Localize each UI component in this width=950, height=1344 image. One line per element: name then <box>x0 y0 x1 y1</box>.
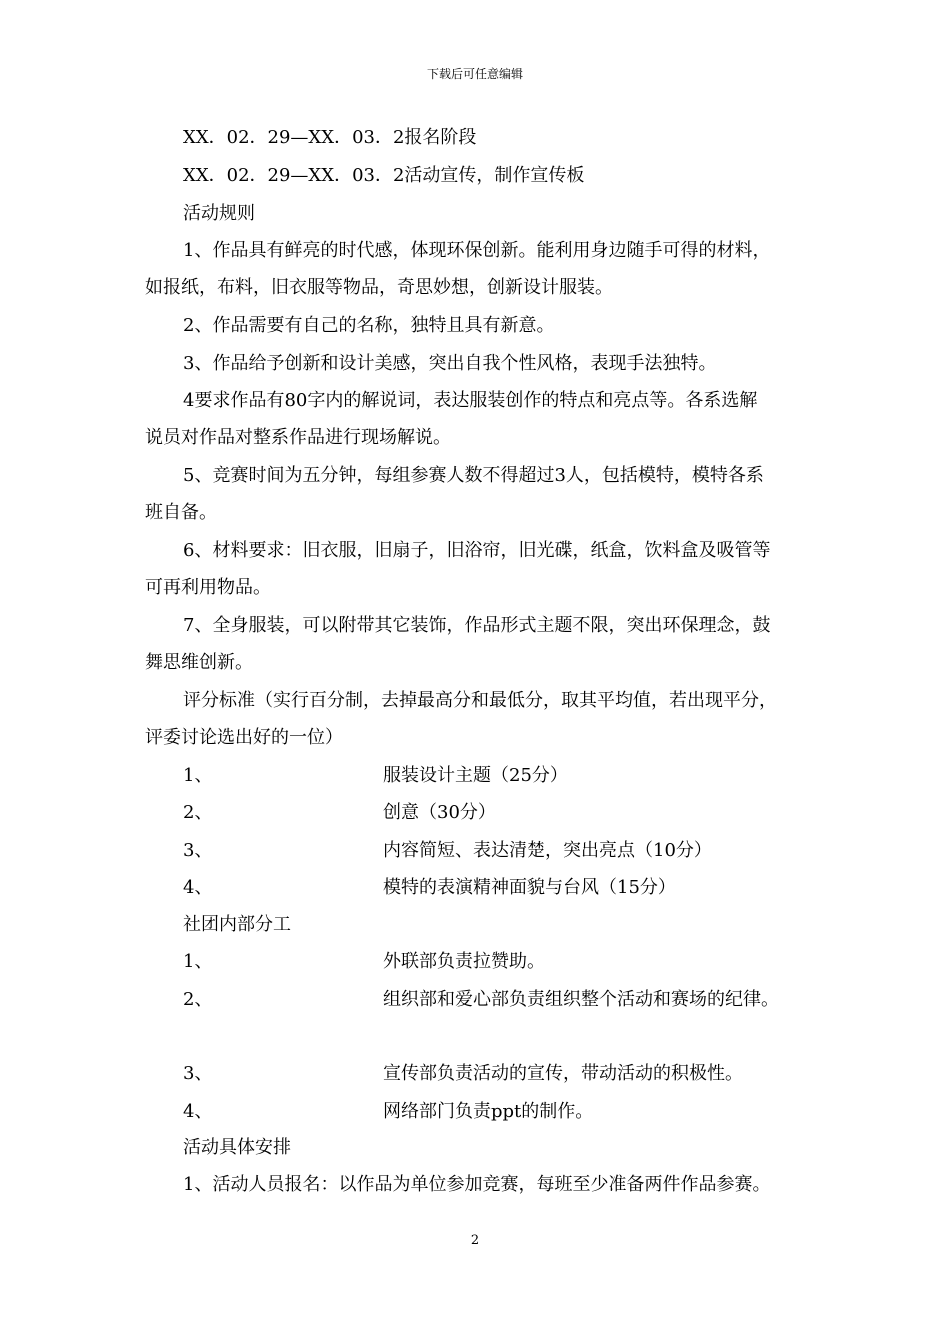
rule-6-line-1: 6、材料要求：旧衣服，旧扇子，旧浴帘，旧光碟，纸盒，饮料盒及吸管等 <box>183 540 771 561</box>
rule-7-line-1: 7、全身服装，可以附带其它装饰，作品形式主题不限，突出环保理念，鼓 <box>183 615 771 636</box>
scoring-item-text: 内容简短、表达清楚，突出亮点（10分） <box>383 840 712 861</box>
division-item-text: 宣传部负责活动的宣传，带动活动的积极性。 <box>383 1063 743 1084</box>
rule-1-line-2: 如报纸，布料，旧衣服等物品，奇思妙想，创新设计服装。 <box>145 277 613 298</box>
scoring-item-text: 创意（30分） <box>383 802 496 823</box>
rule-2: 2、作品需要有自己的名称，独特且具有新意。 <box>183 315 555 336</box>
page-number: 2 <box>470 1233 480 1248</box>
scoring-item-number: 4、 <box>183 877 213 898</box>
heading-activity-schedule: 活动具体安排 <box>183 1137 291 1158</box>
heading-activity-rules: 活动规则 <box>183 203 255 224</box>
heading-club-division: 社团内部分工 <box>183 914 291 935</box>
paragraph-registration-phase: XX．02．29—XX．03．2报名阶段 <box>183 127 477 148</box>
division-item-number: 4、 <box>183 1101 213 1122</box>
division-item-number: 2、 <box>183 989 213 1010</box>
scoring-item-number: 2、 <box>183 802 213 823</box>
rule-4-line-2: 说员对作品对整系作品进行现场解说。 <box>145 427 451 448</box>
scoring-item-text: 模特的表演精神面貌与台风（15分） <box>383 877 676 898</box>
division-item-number: 1、 <box>183 951 213 972</box>
rule-5-line-1: 5、竞赛时间为五分钟，每组参赛人数不得超过3人，包括模特，模特各系 <box>183 465 764 486</box>
division-item-text: 网络部门负责ppt的制作。 <box>383 1101 594 1122</box>
scoring-criteria-line-2: 评委讨论选出好的一位） <box>145 727 343 748</box>
paragraph-publicity-phase: XX．02．29—XX．03．2活动宣传，制作宣传板 <box>183 165 585 186</box>
rule-1-line-1: 1、作品具有鲜亮的时代感，体现环保创新。能利用身边随手可得的材料， <box>183 240 771 261</box>
scoring-criteria-line-1: 评分标准（实行百分制，去掉最高分和最低分，取其平均值，若出现平分， <box>183 690 777 711</box>
schedule-item-1: 1、活动人员报名：以作品为单位参加竞赛，每班至少准备两件作品参赛。 <box>183 1174 771 1195</box>
rule-7-line-2: 舞思维创新。 <box>145 652 253 673</box>
division-item-text: 组织部和爱心部负责组织整个活动和赛场的纪律。 <box>383 989 779 1010</box>
rule-6-line-2: 可再利用物品。 <box>145 577 271 598</box>
division-item-text: 外联部负责拉赞助。 <box>383 951 545 972</box>
rule-5-line-2: 班自备。 <box>145 502 217 523</box>
page-header: 下载后可任意编辑 <box>426 67 523 81</box>
division-item-number: 3、 <box>183 1063 213 1084</box>
rule-3: 3、作品给予创新和设计美感，突出自我个性风格，表现手法独特。 <box>183 353 717 374</box>
scoring-item-number: 1、 <box>183 765 213 786</box>
scoring-item-text: 服装设计主题（25分） <box>383 765 568 786</box>
scoring-item-number: 3、 <box>183 840 213 861</box>
rule-4-line-1: 4要求作品有80字内的解说词，表达服装创作的特点和亮点等。各系选解 <box>183 390 758 411</box>
